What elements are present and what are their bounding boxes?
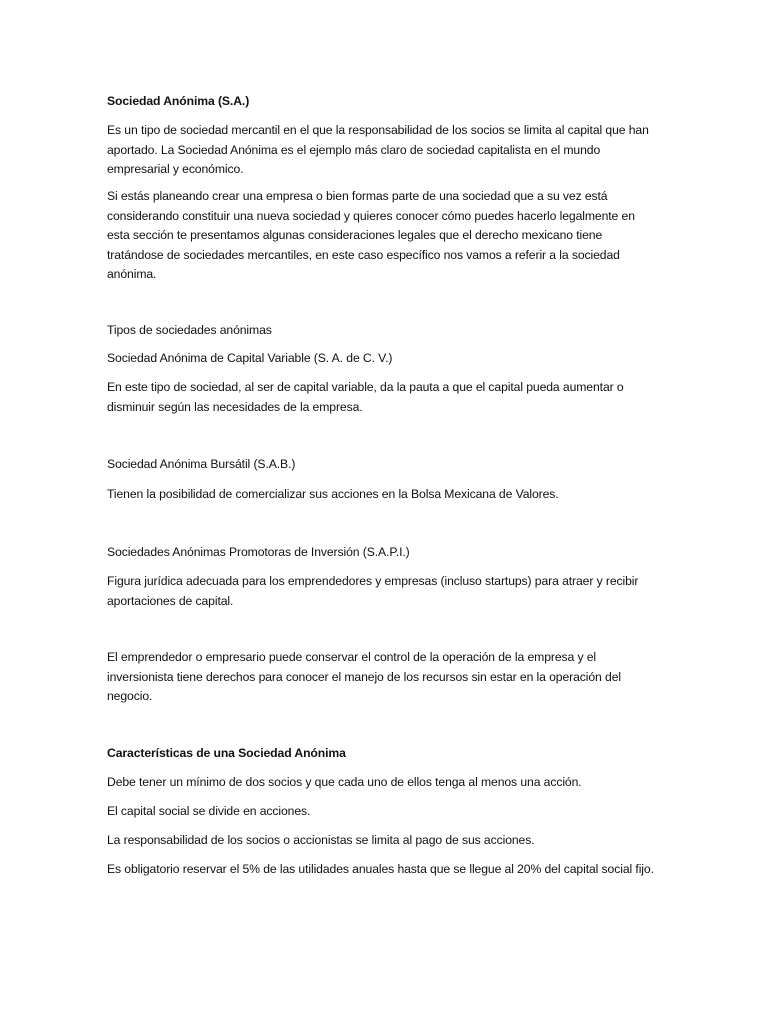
feature-item-4: Es obligatorio reservar el 5% de las utilidades anuales hasta que se llegue al 20% del capital social fijo. [107, 862, 654, 876]
document-title: Sociedad Anónima (S.A.) [107, 94, 250, 108]
feature-item-3: La responsabilidad de los socios o accionistas se limita al pago de sus acciones. [107, 833, 535, 847]
type3-text-2: El emprendedor o empresario puede conservar el control de la operación de la empresa y el inversionista tiene derechos para conocer el manejo de los recursos sin estar en la operación del negocio. [107, 650, 621, 703]
type3-text: Figura jurídica adecuada para los emprendedores y empresas (incluso startups) para atraer y recibir aportaciones de capital. [107, 574, 639, 608]
type3-heading: Sociedades Anónimas Promotoras de Inversión (S.A.P.I.) [107, 545, 410, 559]
type1-heading: Sociedad Anónima de Capital Variable (S. A. de C. V.) [107, 351, 393, 365]
intro-paragraph-2: Si estás planeando crear una empresa o bien formas parte de una sociedad que a su vez está considerando constituir una nueva sociedad y quieres conocer cómo puedes hacerlo legalmente en esta sección te presentamos algunas consideraciones legales que el derecho mexicano tiene tratándose de sociedades mercantiles, en este caso específico nos vamos a referir a la sociedad anónima. [107, 189, 635, 281]
intro-paragraph-1: Es un tipo de sociedad mercantil en el que la responsabilidad de los socios se limita al capital que han aportado. La Sociedad Anónima es el ejemplo más claro de sociedad capitalista en el mundo empresarial y económico. [107, 123, 649, 176]
features-heading: Características de una Sociedad Anónima [107, 746, 346, 760]
type2-heading: Sociedad Anónima Bursátil (S.A.B.) [107, 457, 296, 471]
feature-item-2: El capital social se divide en acciones. [107, 804, 311, 818]
feature-item-1: Debe tener un mínimo de dos socios y que cada uno de ellos tenga al menos una acción. [107, 775, 582, 789]
type1-text: En este tipo de sociedad, al ser de capital variable, da la pauta a que el capital pueda aumentar o disminuir según las necesidades de la empresa. [107, 380, 624, 414]
types-heading: Tipos de sociedades anónimas [107, 323, 272, 337]
type2-text: Tienen la posibilidad de comercializar sus acciones en la Bolsa Mexicana de Valores. [107, 487, 559, 501]
